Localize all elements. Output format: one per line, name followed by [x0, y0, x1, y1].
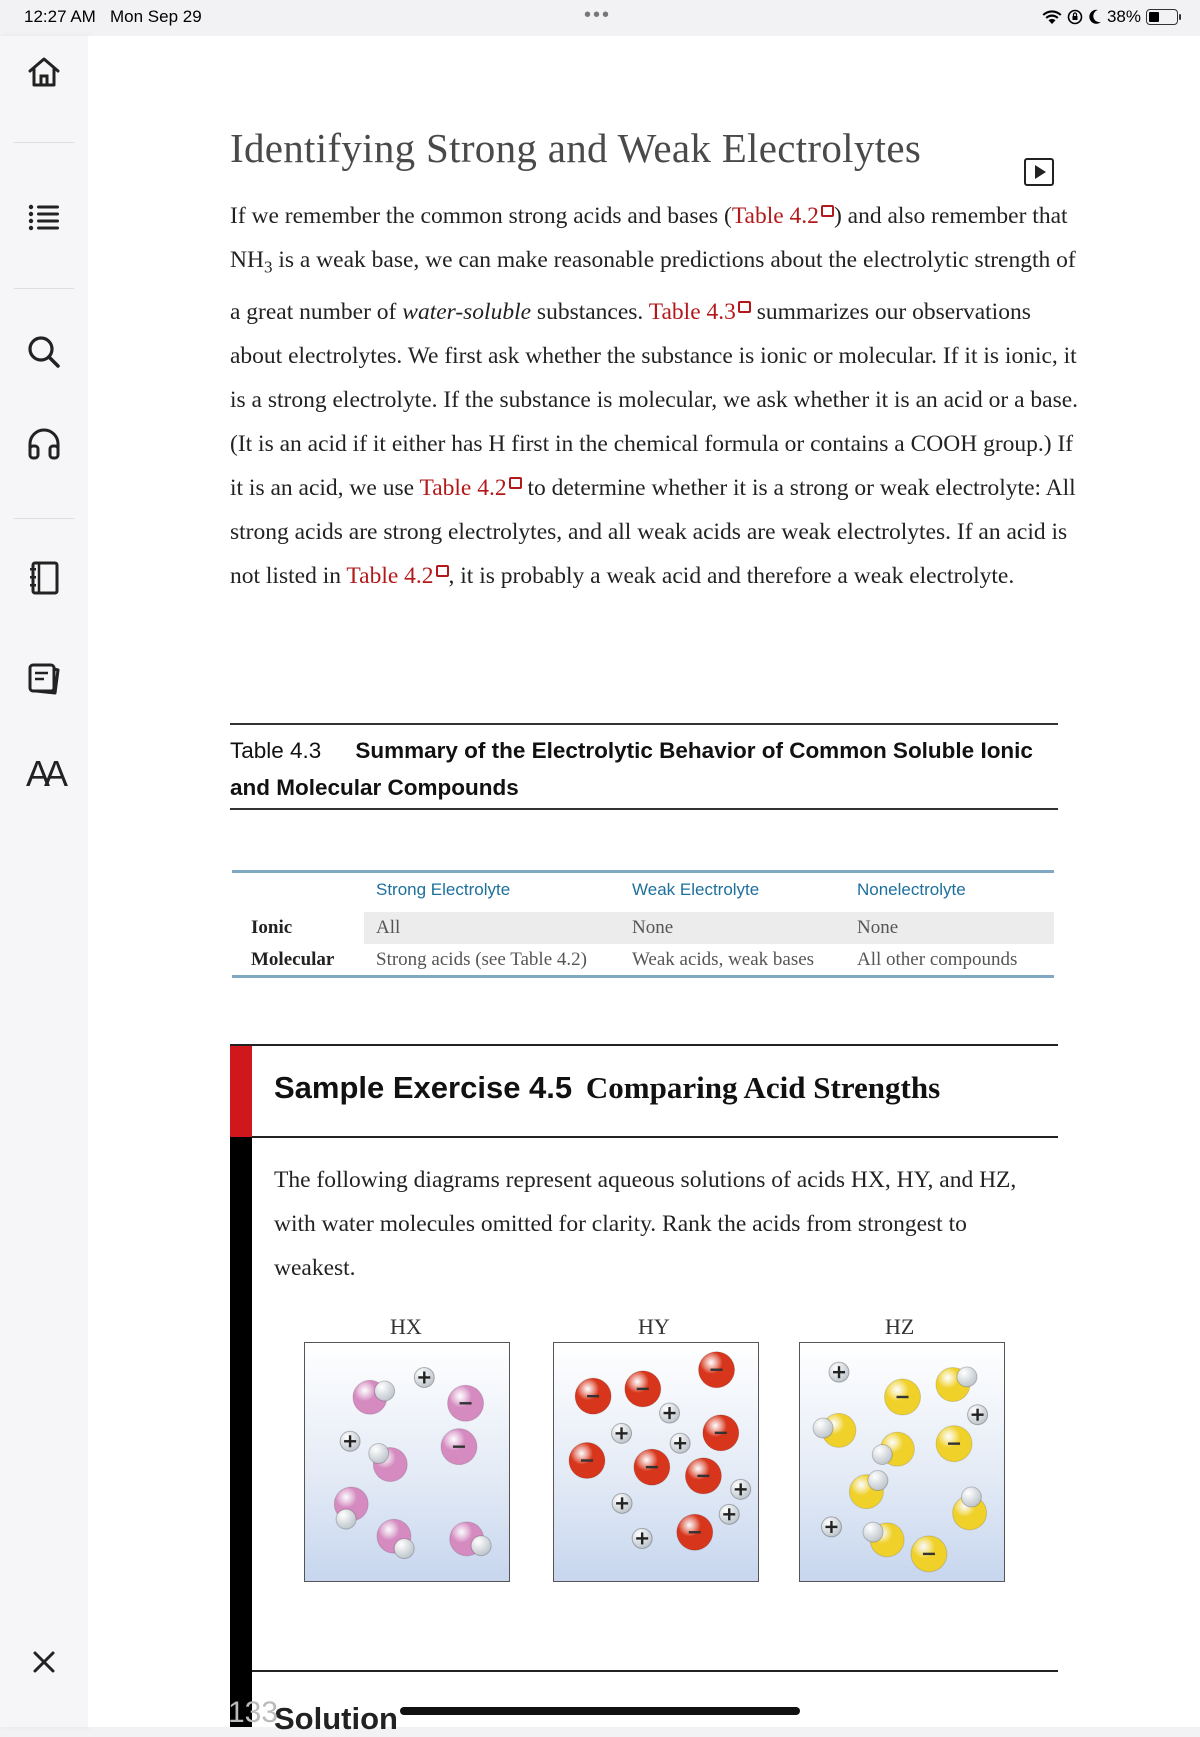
- diagram-hy: [553, 1342, 759, 1582]
- hydronium-ion: [660, 1403, 680, 1423]
- exercise-rule-top: [230, 1044, 1058, 1046]
- orientation-lock-icon: [1067, 9, 1083, 25]
- solution-heading: Solution: [274, 1701, 398, 1736]
- table-rule-top: [230, 723, 1058, 725]
- external-link-icon[interactable]: [509, 477, 522, 489]
- acid-molecule: [450, 1522, 491, 1556]
- anion: [634, 1449, 670, 1485]
- anion: [575, 1378, 611, 1414]
- table-title: Summary of the Electrolytic Behavior of Common Soluble Ionic and Molecular Compounds: [230, 738, 1033, 800]
- table-cell: All: [376, 917, 401, 938]
- external-link-icon[interactable]: [821, 205, 834, 217]
- acid-molecule: [377, 1519, 414, 1558]
- hydronium-ion: [632, 1528, 652, 1548]
- wifi-icon: [1042, 10, 1062, 25]
- hydronium-ion: [821, 1517, 841, 1537]
- diagram-label-hz: HZ: [885, 1314, 915, 1339]
- anion: [936, 1426, 972, 1462]
- anion: [703, 1415, 739, 1451]
- section-paragraph: [230, 194, 1080, 598]
- hydronium-ion: [612, 1493, 632, 1513]
- acid-molecule: [953, 1487, 987, 1530]
- status-right: [1042, 7, 1178, 27]
- acid-molecule: [353, 1380, 395, 1414]
- exercise-side-bar: [230, 1137, 252, 1727]
- hydronium-ion: [968, 1405, 988, 1425]
- exercise-text: The following diagrams represent aqueous solutions of acids HX, HY, and HZ, with water molecules omitted for clarity. Rank the acids from strongest to weakest.: [274, 1167, 1017, 1281]
- hydronium-ion: [829, 1362, 849, 1382]
- acid-molecule: [849, 1471, 887, 1509]
- anion: [885, 1379, 921, 1415]
- diagram-label-hx: HX: [390, 1314, 422, 1339]
- exercise-label: Sample Exercise 4.5: [274, 1070, 573, 1105]
- sidebar-divider: [14, 142, 74, 143]
- text-size-icon[interactable]: AA: [25, 753, 63, 794]
- list-icon[interactable]: [22, 196, 66, 240]
- play-media-icon[interactable]: [1024, 158, 1054, 186]
- header-nonelectrolyte: Nonelectrolyte: [857, 880, 966, 899]
- hydronium-ion: [340, 1431, 360, 1451]
- text-run: ) and also remember that NH: [230, 203, 1068, 273]
- table-cell: Weak acids, weak bases: [632, 949, 815, 970]
- table-caption: [230, 732, 1058, 806]
- acid-molecule: [863, 1522, 904, 1557]
- diagram-hx: [304, 1342, 510, 1582]
- row-label-ionic: Ionic: [251, 917, 293, 938]
- table-link[interactable]: Table 4.2: [419, 475, 521, 501]
- anion: [625, 1371, 661, 1407]
- page-number: 133: [228, 1696, 279, 1729]
- book-page: [88, 36, 1200, 1736]
- sidebar: [0, 36, 89, 1727]
- acid-molecule: [872, 1432, 914, 1466]
- acid-molecule: [369, 1443, 408, 1481]
- battery-icon: [1146, 9, 1178, 25]
- section-title: Identifying Strong and Weak Electrolytes: [230, 125, 922, 171]
- status-bar: [0, 0, 1200, 36]
- sidebar-divider: [14, 518, 74, 519]
- exercise-title: Comparing Acid Strengths: [585, 1070, 941, 1105]
- home-icon[interactable]: [22, 50, 66, 94]
- status-time: 12:27 AM Mon Sep 29: [24, 7, 202, 26]
- text-run: , it is probably a weak acid and therefore a weak electrolyte.: [448, 562, 1015, 589]
- hydronium-ion: [670, 1433, 690, 1453]
- header-strong-electrolyte: Strong Electrolyte: [376, 880, 511, 899]
- flashcards-icon[interactable]: [22, 656, 66, 700]
- text-run: substances.: [531, 298, 649, 325]
- exercise-accent-bar: [230, 1046, 252, 1137]
- exercise-heading: [274, 1070, 940, 1106]
- external-link-icon[interactable]: [436, 565, 449, 577]
- anion: [569, 1443, 605, 1479]
- anion: [699, 1352, 735, 1388]
- text-run: If we remember the common strong acids and bases (: [230, 203, 732, 229]
- table-link[interactable]: Table 4.2: [732, 203, 834, 229]
- text-run: summarizes our observations about electrolytes. We first ask whether the substance is ionic or molecular. If it is ionic, it is a strong electrolyte. If the substance is molecular, we ask whether it is an acid or a base. (It is an acid if it either has H first in the chemical formula or contains a COOH group.) If it is an acid, we use: [230, 298, 1079, 501]
- emphasis: water-soluble: [402, 298, 532, 325]
- anion: [685, 1458, 721, 1494]
- anion: [441, 1429, 477, 1465]
- text-run: to determine whether it is a strong or weak electrolyte: All strong acids are strong electrolytes, and all weak acids are weak electrolytes. If an acid is not listed in: [230, 474, 1076, 589]
- table-number: Table 4.3: [230, 738, 322, 763]
- exercise-rule-bottom: [252, 1670, 1058, 1672]
- anion: [677, 1514, 713, 1550]
- anion: [448, 1385, 484, 1421]
- sidebar-divider: [14, 288, 74, 289]
- anion: [911, 1536, 947, 1572]
- table-link[interactable]: Table 4.3: [649, 299, 751, 325]
- acid-molecule: [936, 1367, 977, 1402]
- table-link[interactable]: Table 4.2: [346, 563, 448, 589]
- hydronium-ion: [731, 1479, 751, 1499]
- table-cell: All other compounds: [857, 949, 1018, 970]
- diagram-label-hy: HY: [638, 1314, 670, 1339]
- row-label-molecular: Molecular: [251, 949, 335, 970]
- external-link-icon[interactable]: [738, 301, 751, 313]
- table-cell: None: [632, 917, 674, 938]
- hydronium-ion: [414, 1367, 434, 1387]
- notebook-icon[interactable]: [22, 556, 66, 600]
- data-table-top-border: [232, 870, 1054, 873]
- headphones-icon[interactable]: [22, 422, 66, 466]
- home-indicator[interactable]: [400, 1707, 800, 1715]
- close-icon[interactable]: [22, 1640, 66, 1684]
- table-cell: Strong acids (see Table 4.2): [376, 949, 587, 970]
- exercise-rule-mid: [252, 1136, 1058, 1138]
- data-table-bottom-border: [232, 975, 1054, 978]
- acid-molecule: [334, 1487, 368, 1529]
- diagram-hz: [799, 1342, 1005, 1582]
- header-weak-electrolyte: Weak Electrolyte: [632, 880, 760, 899]
- table-rule-bottom: [230, 808, 1058, 810]
- search-icon[interactable]: [22, 330, 66, 374]
- battery-percent: 38%: [1106, 7, 1141, 26]
- acid-molecule: [813, 1413, 856, 1447]
- hydronium-ion: [719, 1504, 739, 1524]
- moon-icon: [1088, 9, 1102, 25]
- subscript: 3: [263, 257, 273, 277]
- hydronium-ion: [612, 1423, 632, 1443]
- multitasking-dots-icon[interactable]: •••: [584, 4, 612, 26]
- text-run: is a weak base, we can make reasonable predictions about the electrolytic strength of a great number of: [230, 247, 1076, 325]
- table-cell: None: [857, 917, 899, 938]
